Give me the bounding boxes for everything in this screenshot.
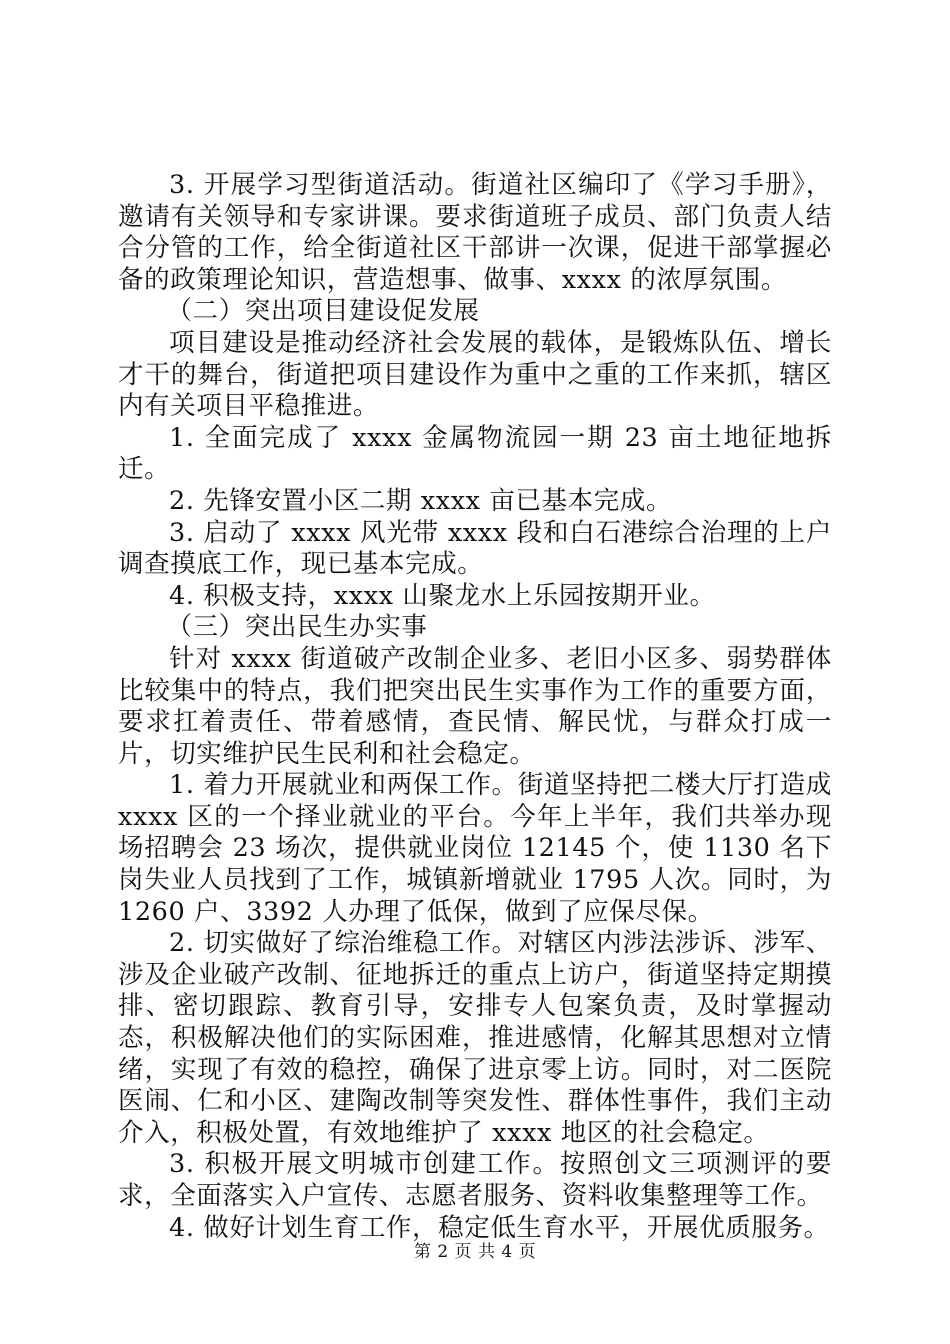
paragraph-project-item-2: 2. 先锋安置小区二期 xxxx 亩已基本完成。 [169, 485, 673, 516]
paragraph-livelihood-intro: 针对 xxxx 街道破产改制企业多、老旧小区多、弱势群体比较集中的特点，我们把突出民生实事作为工作的重要方面，要求扛着责任、带着感情，查民情、解民忧，与群众打成一片，切实维护民生民利和社会稳定。 [118, 643, 832, 769]
paragraph-livelihood-item-4: 4. 做好计划生育工作，稳定低生育水平，开展优质服务。 [169, 1212, 830, 1243]
paragraph-study-street: 3. 开展学习型街道活动。街道社区编印了《学习手册》，邀请有关领导和专家讲课。要求街道班子成员、部门负责人结合分管的工作，给全街道社区干部讲一次课，促进干部掌握必备的政策理论知识，营造想事、做事、xxxx 的浓厚氛围。 [118, 170, 832, 295]
paragraph-livelihood-item-3: 3. 积极开展文明城市创建工作。按照创文三项测评的要求，全面落实入户宣传、志愿者服务、资料收集整理等工作。 [118, 1149, 832, 1211]
paragraph-project-item-4: 4. 积极支持，xxxx 山聚龙水上乐园按期开业。 [169, 580, 716, 611]
page-footer: 第 2 页 共 4 页 [413, 1242, 537, 1262]
paragraph-livelihood-item-1: 1. 着力开展就业和两保工作。街道坚持把二楼大厅打造成 xxxx 区的一个择业就业的平台。今年上半年，我们共举办现场招聘会 23 场次，提供就业岗位 12145 个，使 1130 名下岗失业人员找到了工作，城镇新增就业 1795 人次。同时，为 1260 户、3392 人办理了低保，做到了应保尽保。 [118, 770, 832, 927]
section-heading-livelihood: （三）突出民生办实事 [166, 612, 428, 643]
section-heading-projects: （二）突出项目建设促发展 [166, 296, 480, 327]
paragraph-projects-intro: 项目建设是推动经济社会发展的载体，是锻炼队伍、增长才干的舞台，街道把项目建设作为重中之重的工作来抓，辖区内有关项目平稳推进。 [118, 327, 832, 422]
paragraph-project-item-1: 1. 全面完成了 xxxx 金属物流园一期 23 亩土地征地拆迁。 [118, 422, 832, 485]
paragraph-livelihood-item-2: 2. 切实做好了综治维稳工作。对辖区内涉法涉诉、涉军、涉及企业破产改制、征地拆迁的重点上访户，街道坚持定期摸排、密切跟踪、教育引导，安排专人包案负责，及时掌握动态，积极解决他们的实际困难，推进感情，化解其思想对立情绪，实现了有效的稳控，确保了进京零上访。同时，对二医院医闹、仁和小区、建陶改制等突发性、群体性事件，我们主动介入，积极处置，有效地维护了 xxxx 地区的社会稳定。 [118, 928, 832, 1148]
paragraph-project-item-3: 3. 启动了 xxxx 风光带 xxxx 段和白石港综合治理的上户调查摸底工作，现已基本完成。 [118, 517, 832, 580]
document-body [118, 170, 832, 1244]
